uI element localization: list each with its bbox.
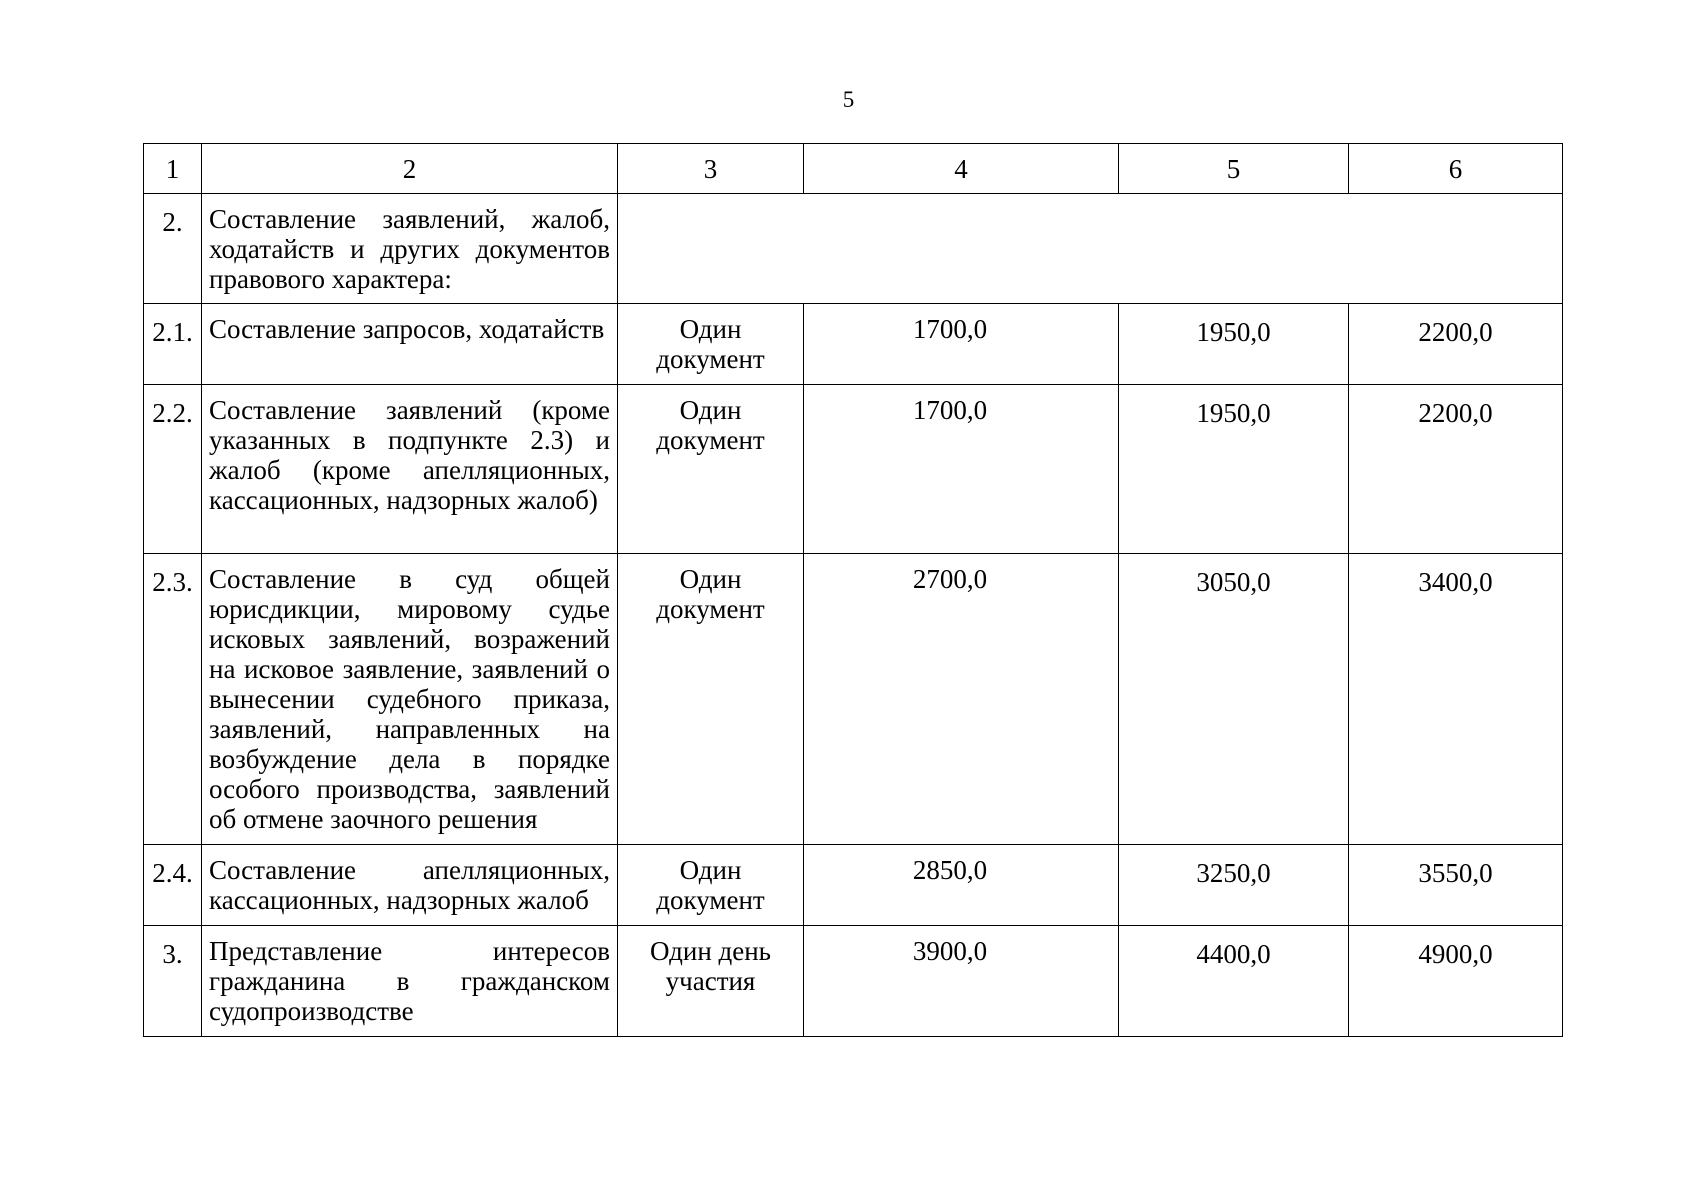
- price-col-5: 1950,0: [1119, 385, 1349, 554]
- table-row: [144, 304, 1563, 385]
- price-col-5: 4400,0: [1119, 926, 1349, 1037]
- price-col-5: 3250,0: [1119, 845, 1349, 926]
- price-col-5: 3050,0: [1119, 554, 1349, 845]
- price-col-4: 1700,0: [804, 385, 1119, 554]
- row-number: 2.3.: [144, 554, 202, 845]
- price-col-6: 2200,0: [1349, 385, 1563, 554]
- service-description: Составление запросов, ходатайств: [202, 304, 618, 385]
- table-row: [144, 926, 1563, 1037]
- service-description: Составление заявлений, жалоб, ходатайств и других документов правового характера:: [202, 194, 618, 304]
- table-header-row: [144, 144, 1563, 194]
- unit-of-measure: Один документ: [618, 845, 804, 926]
- header-col-1: 1: [144, 144, 202, 194]
- price-col-4: 1700,0: [804, 304, 1119, 385]
- unit-of-measure: Один документ: [618, 304, 804, 385]
- price-col-6: 3550,0: [1349, 845, 1563, 926]
- row-number: 2.1.: [144, 304, 202, 385]
- header-col-6: 6: [1349, 144, 1563, 194]
- header-col-2: 2: [202, 144, 618, 194]
- row-number: 2.2.: [144, 385, 202, 554]
- row-number: 2.4.: [144, 845, 202, 926]
- service-description: Составление апелляционных, кассационных, надзорных жалоб: [202, 845, 618, 926]
- price-col-4: 3900,0: [804, 926, 1119, 1037]
- header-col-4: 4: [804, 144, 1119, 194]
- header-col-5: 5: [1119, 144, 1349, 194]
- tariff-table: [143, 143, 1563, 1037]
- row-number: 2.: [144, 194, 202, 304]
- price-col-4: 2700,0: [804, 554, 1119, 845]
- empty-merged-cell: [618, 194, 1563, 304]
- service-description: Представление интересов гражданина в гражданском судопроизводстве: [202, 926, 618, 1037]
- row-number: 3.: [144, 926, 202, 1037]
- unit-of-measure: Один документ: [618, 385, 804, 554]
- price-col-6: 2200,0: [1349, 304, 1563, 385]
- unit-of-measure: Один документ: [618, 554, 804, 845]
- header-col-3: 3: [618, 144, 804, 194]
- price-col-5: 1950,0: [1119, 304, 1349, 385]
- unit-of-measure: Один день участия: [618, 926, 804, 1037]
- table-row: [144, 385, 1563, 554]
- service-description: Составление заявлений (кроме указанных в подпункте 2.3) и жалоб (кроме апелляционных, кассационных, надзорных жалоб): [202, 385, 618, 554]
- table-row: [144, 194, 1563, 304]
- price-col-4: 2850,0: [804, 845, 1119, 926]
- price-col-6: 4900,0: [1349, 926, 1563, 1037]
- table-row: [144, 554, 1563, 845]
- table-row: [144, 845, 1563, 926]
- price-col-6: 3400,0: [1349, 554, 1563, 845]
- page-number: 5: [842, 87, 855, 112]
- service-description: Составление в суд общей юрисдикции, мировому судье исковых заявлений, возражений на исковое заявление, заявлений о вынесении судебного приказа, заявлений, направленных на возбуждение дела в порядке особого производства, заявлений об отмене заочного решения: [202, 554, 618, 845]
